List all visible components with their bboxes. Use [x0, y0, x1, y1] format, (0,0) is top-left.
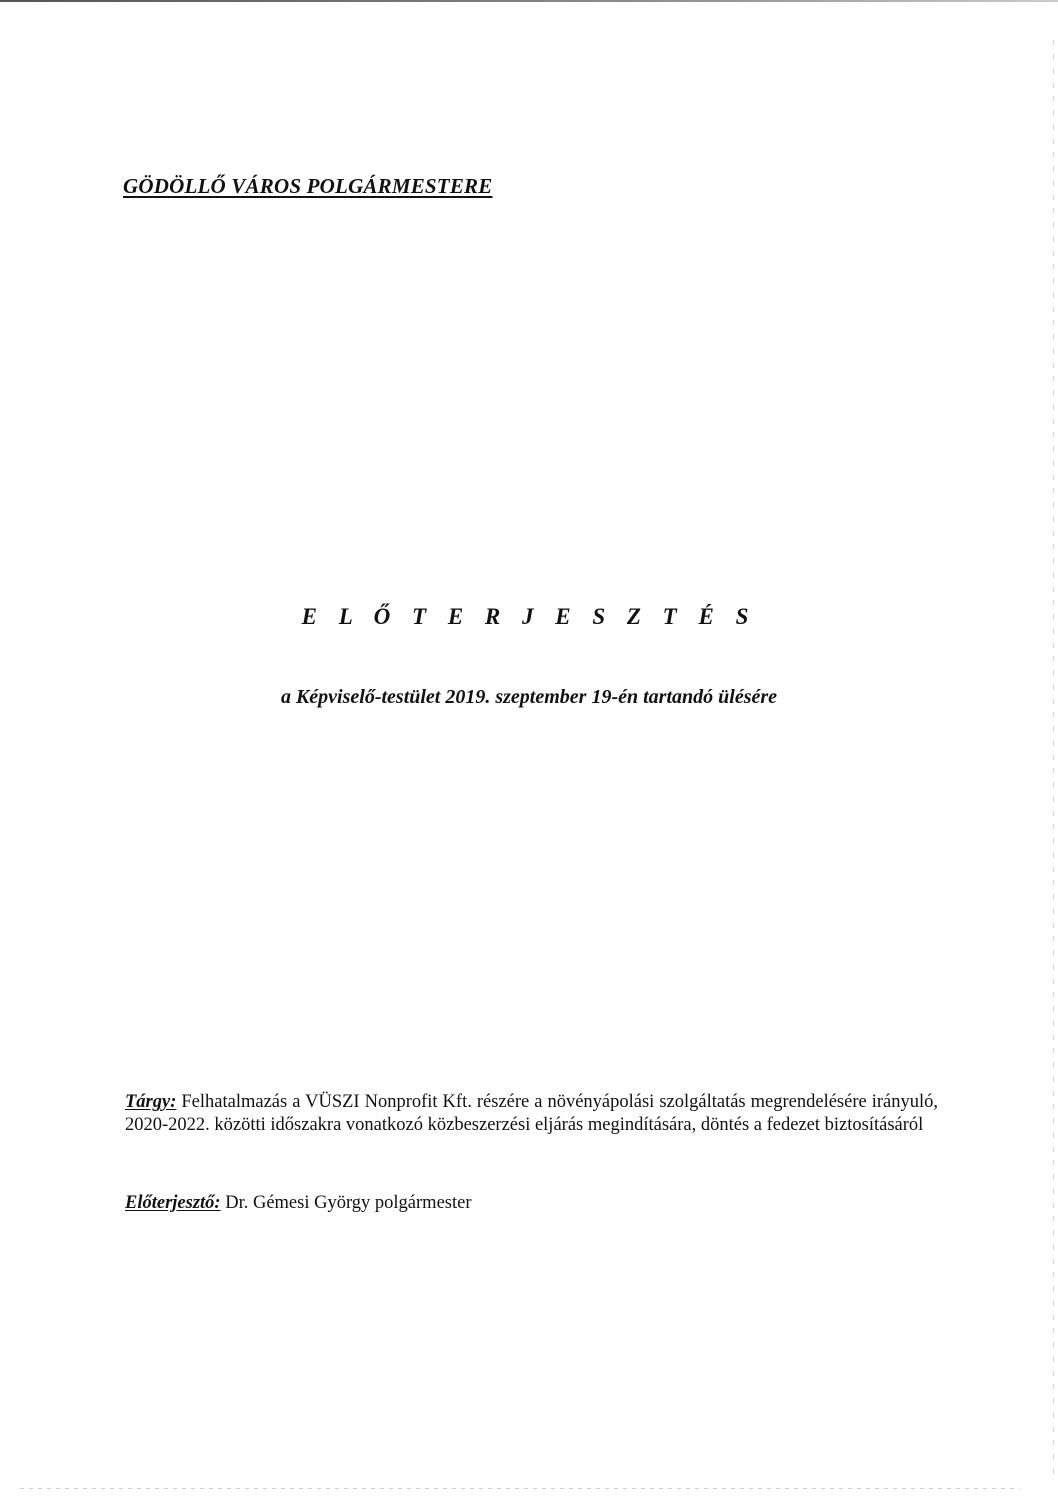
- scan-edge-bottom: [20, 1488, 1020, 1489]
- document-type-title: E L Ő T E R J E S Z T É S: [301, 604, 757, 629]
- subject-text: Felhatalmazás a VÜSZI Nonprofit Kft. részére a növényápolási szolgáltatás megrendelésére irányuló, 2020-2022. közötti időszakra vonatkozó közbeszerzési eljárás megindítására, döntés a fedezet biztosításáról: [125, 1092, 939, 1135]
- meeting-date-line: a Képviselő-testület 2019. szeptember 19-én tartandó ülésére: [280, 686, 778, 708]
- scan-edge-top: [0, 0, 1058, 2]
- subject-label: Tárgy:: [125, 1092, 177, 1112]
- presenter-name: Dr. Gémesi György polgármester: [225, 1193, 472, 1213]
- subject-block: [125, 1091, 938, 1137]
- presenter-label: Előterjesztő:: [125, 1193, 221, 1213]
- scan-edge-right: [1053, 40, 1054, 1480]
- presenter-line: [125, 1192, 472, 1215]
- mayor-office-heading: GÖDÖLLŐ VÁROS POLGÁRMESTERE: [123, 174, 493, 198]
